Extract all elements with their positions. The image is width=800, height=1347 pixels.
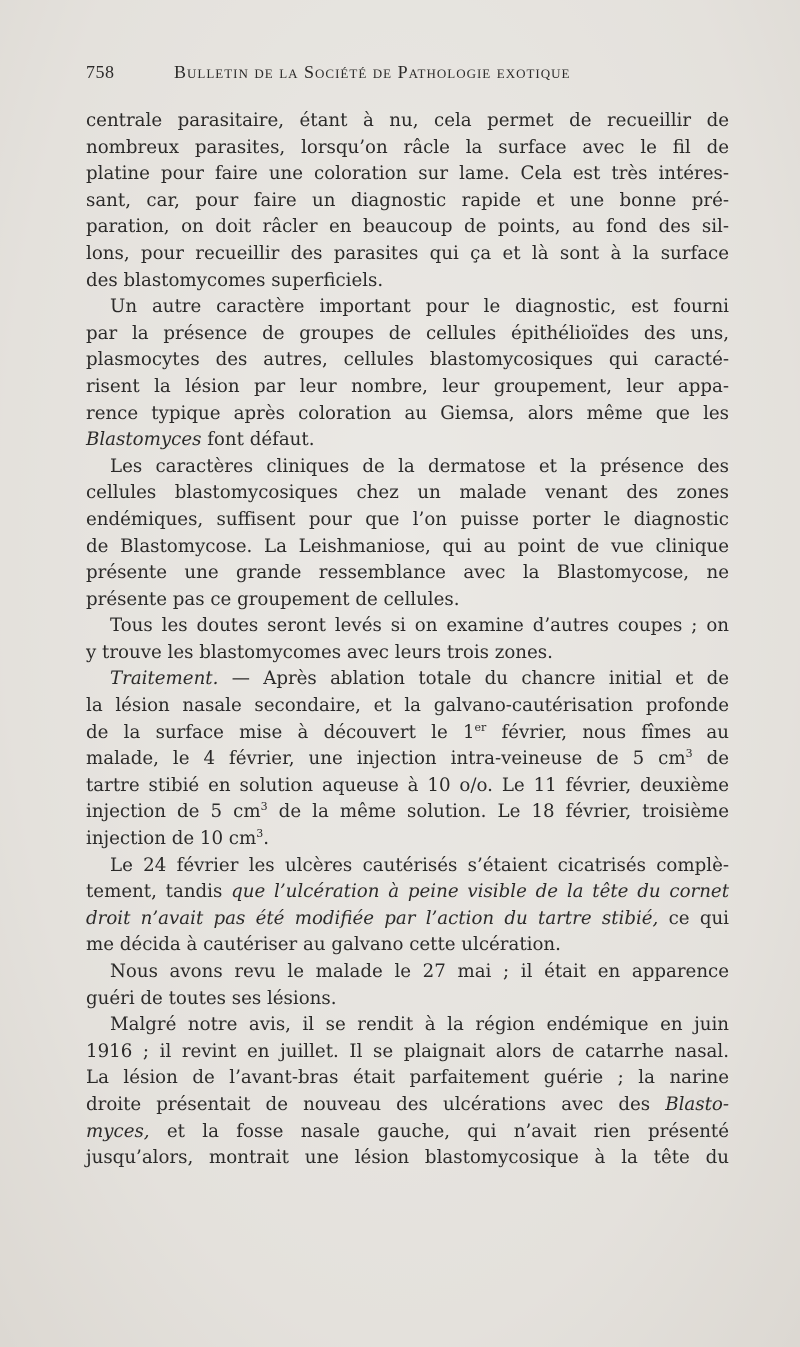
text-run: malade, le 4 février, une injection intra-veineuse de 5 cm [86, 748, 686, 770]
text-run: février, nous fîmes au [486, 721, 729, 743]
text-line [86, 1065, 729, 1092]
text-line [86, 587, 729, 614]
text-run: lons, pour recueillir des parasites qui ça et là sont à la surface [86, 242, 729, 264]
italic-text: myces, [86, 1120, 150, 1142]
page-number: 758 [86, 62, 115, 82]
text-line [86, 268, 729, 295]
text-line [86, 1012, 729, 1039]
text-run: ce qui [658, 907, 729, 929]
text-line [86, 932, 729, 959]
text-line [86, 1092, 729, 1119]
text-line [86, 135, 729, 162]
text-run: sant, car, pour faire un diagnostic rapide et une bonne pré- [86, 189, 729, 211]
text-line [86, 347, 729, 374]
text-line [86, 214, 729, 241]
text-line [86, 480, 729, 507]
text-line [86, 401, 729, 428]
text-line [86, 374, 729, 401]
text-run: injection de 10 cm [86, 828, 257, 850]
text-run: — Après ablation totale du chancre initial et de [218, 668, 729, 690]
running-title: Bulletin de la Société de Pathologie exotique [174, 62, 571, 82]
text-run: plasmocytes des autres, cellules blastomycosiques qui caracté- [86, 349, 729, 371]
text-line [86, 1119, 729, 1146]
text-run: droite présentait de nouveau des ulcérations avec des [86, 1093, 666, 1115]
superscript: 3 [685, 747, 693, 761]
text-run: y trouve les blastomycomes avec leurs trois zones. [86, 641, 553, 663]
text-run: rence typique après coloration au Giemsa, alors même que les [86, 402, 729, 424]
text-line [86, 454, 729, 481]
text-run: injection de 5 cm [86, 801, 261, 823]
text-line [86, 693, 729, 720]
text-line [86, 294, 729, 321]
text-run: . [263, 828, 270, 850]
text-line [86, 534, 729, 561]
superscript: 3 [256, 827, 264, 841]
text-line [86, 773, 729, 800]
text-run: centrale parasitaire, étant à nu, cela permet de recueillir de [86, 110, 729, 131]
text-run: Malgré notre avis, il se rendit à la région endémique en juin [110, 1014, 729, 1036]
text-run: Nous avons revu le malade le 27 mai ; il était en apparence [110, 961, 729, 982]
text-line [86, 427, 729, 454]
text-run: endémiques, suffisent pour que l’on puisse porter le diagnostic [86, 508, 729, 530]
text-line [86, 640, 729, 667]
text-run: risent la lésion par leur nombre, leur groupement, leur appa- [86, 375, 729, 397]
superscript: 3 [260, 800, 268, 814]
text-run: tartre stibié en solution aqueuse à 10 o/o. Le 11 février, deuxième [86, 774, 729, 796]
body-text [86, 108, 729, 1172]
text-run: paration, on doit râcler en beaucoup de points, au fond des sil- [86, 216, 729, 238]
text-run: présente pas ce groupement de cellules. [86, 588, 460, 610]
page-header [86, 62, 736, 90]
text-line [86, 986, 729, 1013]
italic-text: que l’ulcération à peine visible de la tête du cornet [231, 881, 729, 903]
text-run: Les caractères cliniques de la dermatose et la présence des [110, 455, 729, 477]
text-run: des blastomycomes superficiels. [86, 269, 384, 291]
text-run: de [692, 748, 730, 770]
text-run: Tous les doutes seront levés si on examine d’autres coupes ; on [110, 615, 729, 637]
text-run: nombreux parasites, lorsqu’on râcle la surface avec le fil de [86, 136, 729, 158]
text-line [86, 613, 729, 640]
text-line [86, 853, 729, 880]
text-line [86, 799, 729, 826]
text-line [86, 161, 729, 188]
text-line [86, 1145, 729, 1172]
text-line [86, 1039, 729, 1066]
text-run: et la fosse nasale gauche, qui n’avait rien présenté [149, 1120, 729, 1142]
text-run: Un autre caractère important pour le diagnostic, est fourni [110, 296, 729, 318]
superscript: er [474, 720, 487, 734]
italic-text: Blasto- [665, 1093, 729, 1115]
text-line [86, 720, 729, 747]
italic-text: Traitement. [110, 668, 219, 690]
text-run: La lésion de l’avant-bras était parfaitement guérie ; la narine [86, 1067, 729, 1089]
text-run: me décida à cautériser au galvano cette ulcération. [86, 934, 561, 956]
text-line [86, 560, 729, 587]
text-line [86, 879, 729, 906]
text-run: Le 24 février les ulcères cautérisés s’étaient cicatrisés complè- [110, 854, 729, 876]
text-run: tement, tandis [86, 881, 232, 903]
text-line [86, 826, 729, 853]
text-line [86, 241, 729, 268]
text-line [86, 108, 729, 135]
text-run: de la surface mise à découvert le 1 [86, 721, 475, 743]
text-line [86, 746, 729, 773]
text-run: par la présence de groupes de cellules épithélioïdes des uns, [86, 322, 729, 344]
text-run: font défaut. [201, 429, 315, 451]
text-run: jusqu’alors, montrait une lésion blastomycosique à la tête du [86, 1147, 729, 1169]
text-run: platine pour faire une coloration sur lame. Cela est très intéres- [86, 163, 729, 185]
text-run: cellules blastomycosiques chez un malade venant des zones [86, 482, 729, 504]
text-line [86, 321, 729, 348]
text-line [86, 959, 729, 986]
text-line [86, 666, 729, 693]
text-run: de Blastomycose. La Leishmaniose, qui au point de vue clinique [86, 535, 729, 557]
text-line [86, 188, 729, 215]
text-run: 1916 ; il revint en juillet. Il se plaignait alors de catarrhe nasal. [86, 1040, 729, 1062]
text-run: de la même solution. Le 18 février, troisième [267, 801, 729, 823]
italic-text: droit n’avait pas été modifiée par l’action du tartre stibié, [86, 907, 659, 929]
italic-text: Blastomyces [86, 429, 202, 451]
text-run: présente une grande ressemblance avec la Blastomycose, ne [86, 562, 729, 584]
text-line [86, 906, 729, 933]
text-run: guéri de toutes ses lésions. [86, 987, 337, 1009]
text-run: la lésion nasale secondaire, et la galvano-cautérisation profonde [86, 695, 729, 717]
text-line [86, 507, 729, 534]
